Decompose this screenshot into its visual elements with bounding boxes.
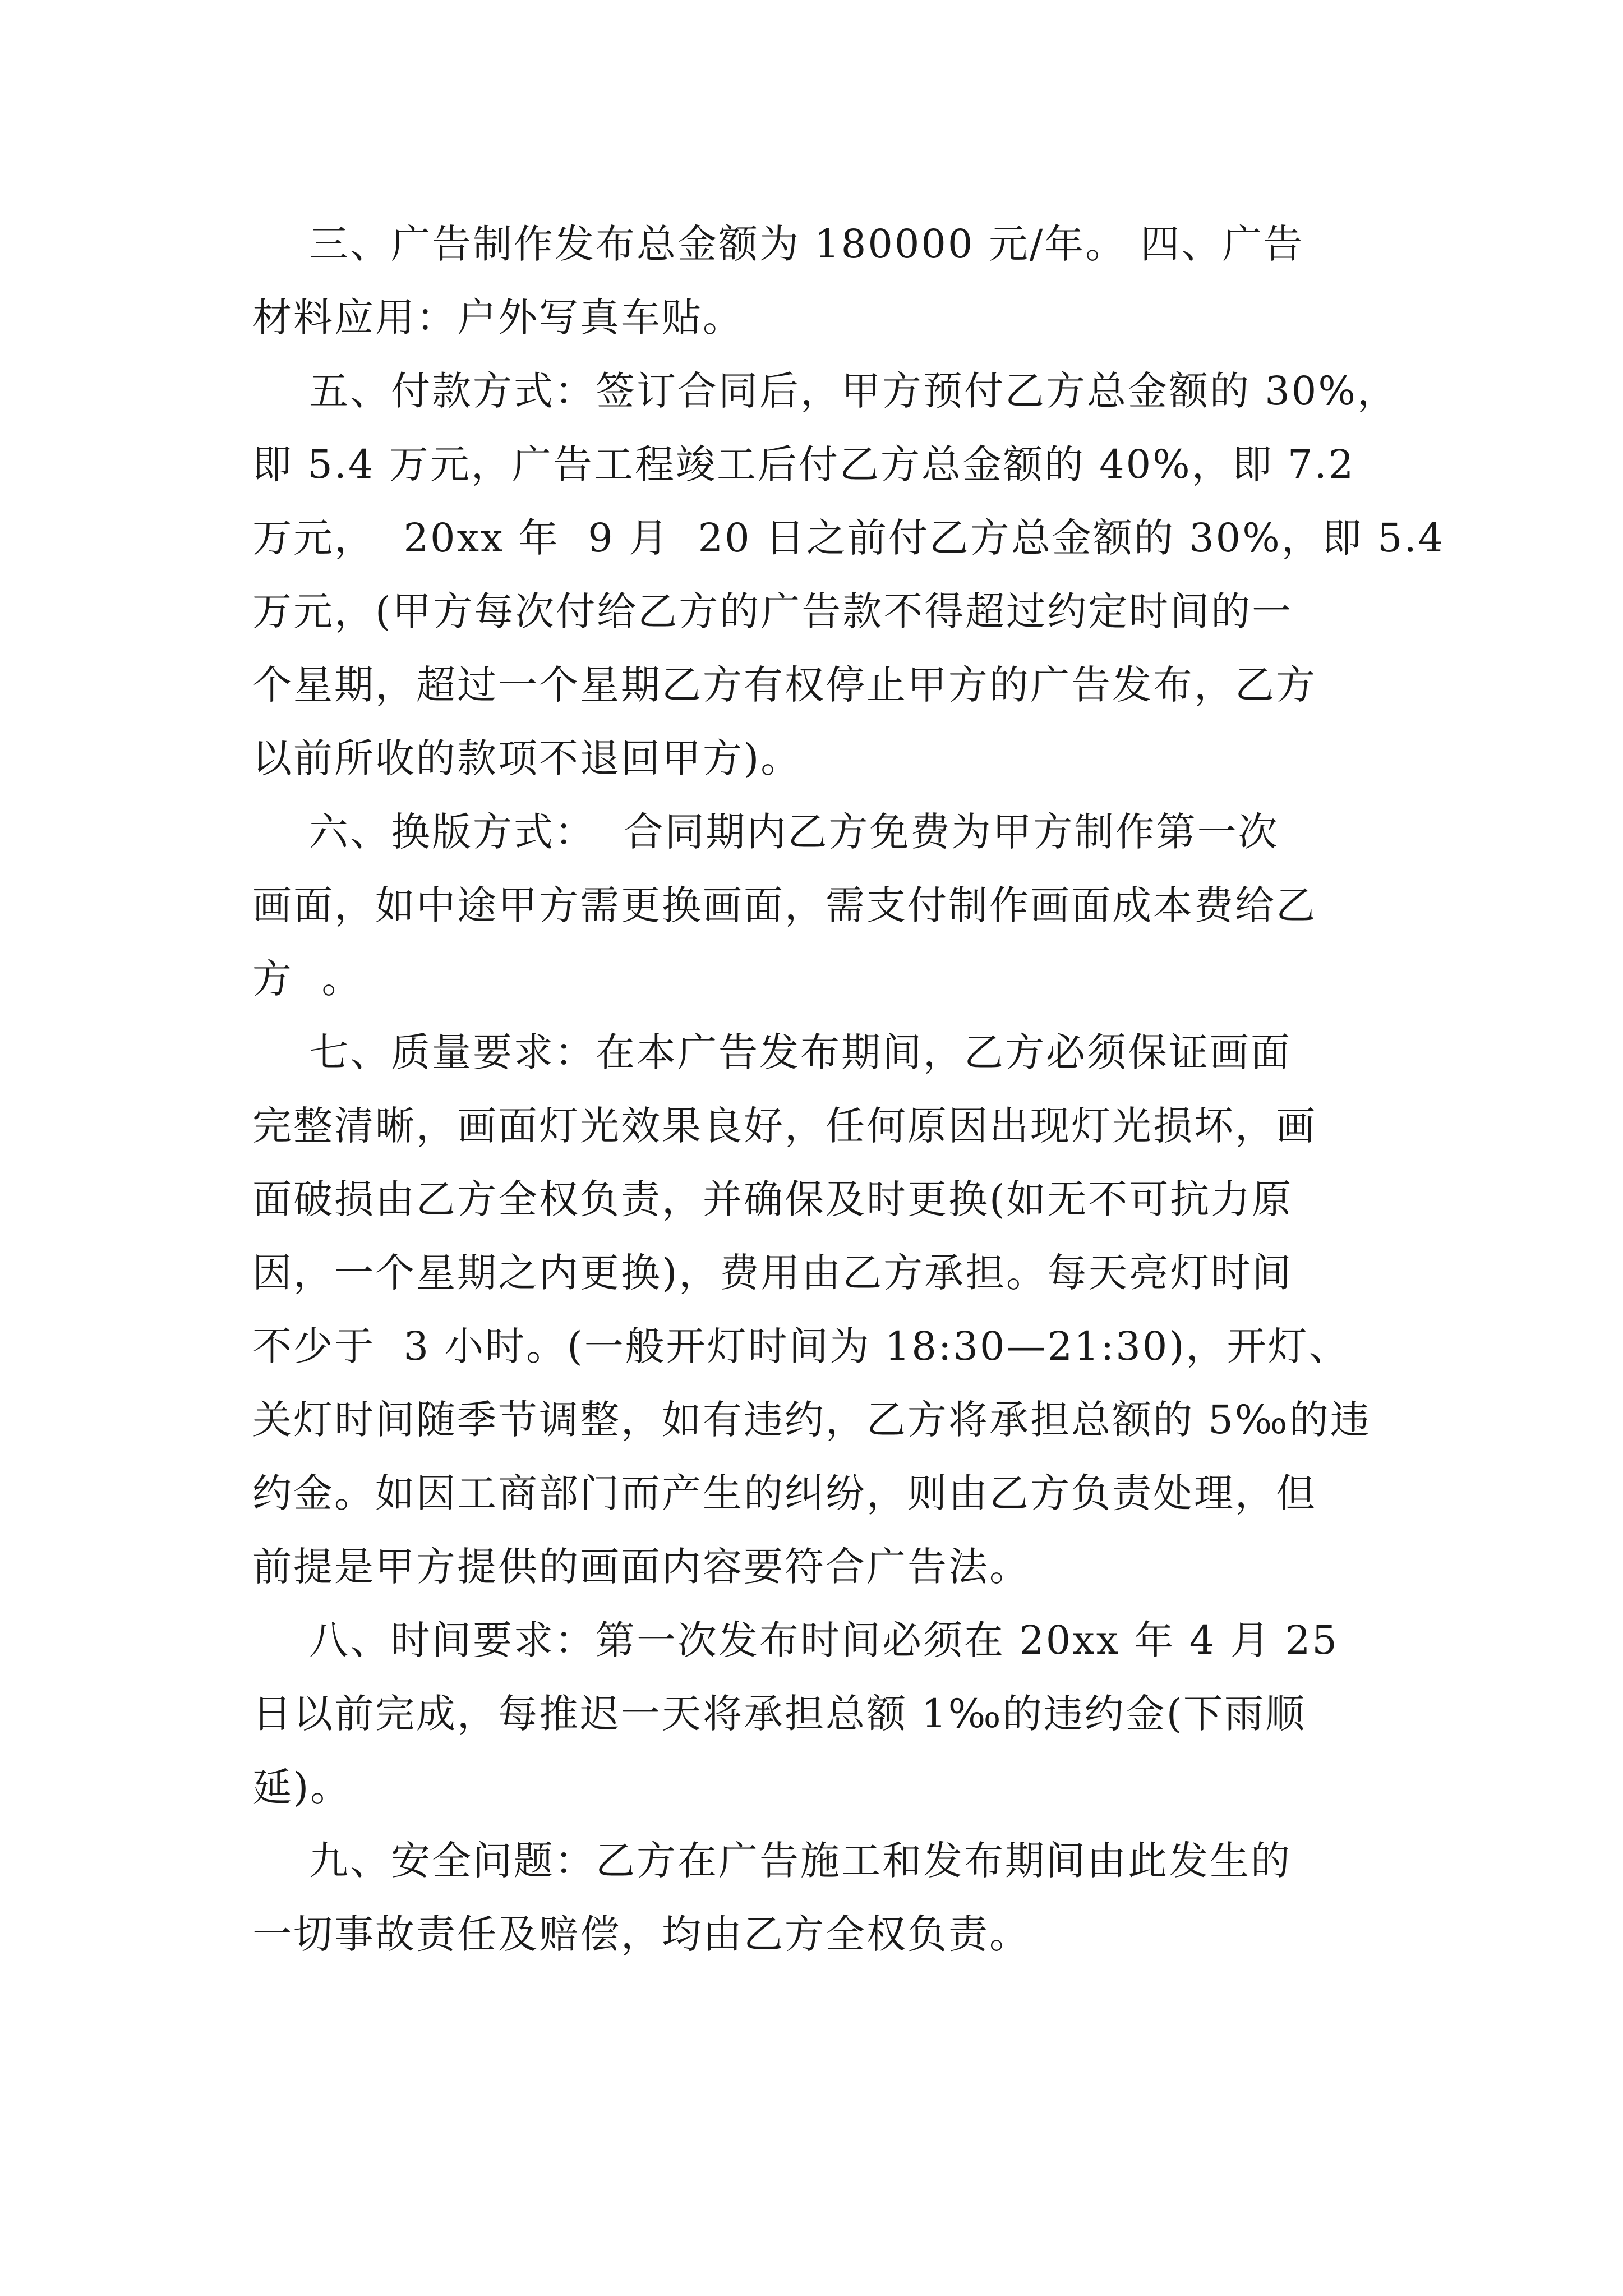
text-line: 约金。如因工商部门而产生的纠纷，则由乙方负责处理，但 bbox=[252, 1470, 1317, 1516]
paragraph-quality-requirements bbox=[252, 1016, 1371, 1604]
paragraph-version-change bbox=[252, 795, 1368, 1016]
text-line: 日以前完成，每推迟一天将承担总额 1‰的违约金(下雨顺 bbox=[252, 1691, 1307, 1737]
text-line: 七、质量要求：在本广告发布期间，乙方必须保证画面 bbox=[252, 1029, 1292, 1075]
text-line: 六、换版方式： 合同期内乙方免费为甲方制作第一次 bbox=[252, 809, 1279, 855]
text-line: 以前所收的款项不退回甲方)。 bbox=[252, 735, 802, 781]
text-line: 即 5.4 万元，广告工程竣工后付乙方总金额的 40%，即 7.2 bbox=[252, 441, 1355, 487]
text-line: 九、安全问题：乙方在广告施工和发布期间由此发生的 bbox=[252, 1838, 1292, 1884]
text-line: 完整清晰，画面灯光效果良好，任何原因出现灯光损坏，画 bbox=[252, 1103, 1317, 1149]
text-line: 材料应用：户外写真车贴。 bbox=[252, 295, 744, 341]
text-line: 面破损由乙方全权负责，并确保及时更换(如无不可抗力原 bbox=[252, 1176, 1293, 1222]
paragraph-safety-issues bbox=[252, 1824, 1368, 1971]
paragraph-time-requirements bbox=[252, 1604, 1368, 1824]
text-line: 万元， 20xx 年 9 月 20 日之前付乙方总金额的 30%，即 5.4 bbox=[252, 515, 1445, 561]
text-line: 关灯时间随季节调整，如有违约，乙方将承担总额的 5‰的违 bbox=[252, 1397, 1371, 1443]
text-line: 延)。 bbox=[252, 1764, 352, 1810]
text-line: 因，一个星期之内更换)，费用由乙方承担。每天亮灯时间 bbox=[252, 1250, 1293, 1296]
paragraph-ad-total-amount bbox=[252, 208, 1368, 355]
text-line: 三、广告制作发布总金额为 180000 元/年。 四、广告 bbox=[252, 221, 1304, 267]
text-line: 前提是甲方提供的画面内容要符合广告法。 bbox=[252, 1544, 1030, 1590]
text-line: 方 。 bbox=[252, 956, 363, 1002]
document-body bbox=[252, 208, 1445, 1971]
text-line: 个星期，超过一个星期乙方有权停止甲方的广告发布，乙方 bbox=[252, 662, 1317, 708]
paragraph-payment-method bbox=[252, 355, 1445, 795]
text-line: 五、付款方式：签订合同后，甲方预付乙方总金额的 30%， bbox=[252, 368, 1398, 414]
text-line: 画面，如中途甲方需更换画面，需支付制作画面成本费给乙 bbox=[252, 882, 1317, 928]
text-line: 八、时间要求：第一次发布时间必须在 20xx 年 4 月 25 bbox=[252, 1617, 1339, 1663]
text-line: 万元，(甲方每次付给乙方的广告款不得超过约定时间的一 bbox=[252, 588, 1293, 634]
text-line: 不少于 3 小时。(一般开灯时间为 18:30—21:30)，开灯、 bbox=[252, 1323, 1350, 1369]
text-line: 一切事故责任及赔偿，均由乙方全权负责。 bbox=[252, 1911, 1030, 1957]
